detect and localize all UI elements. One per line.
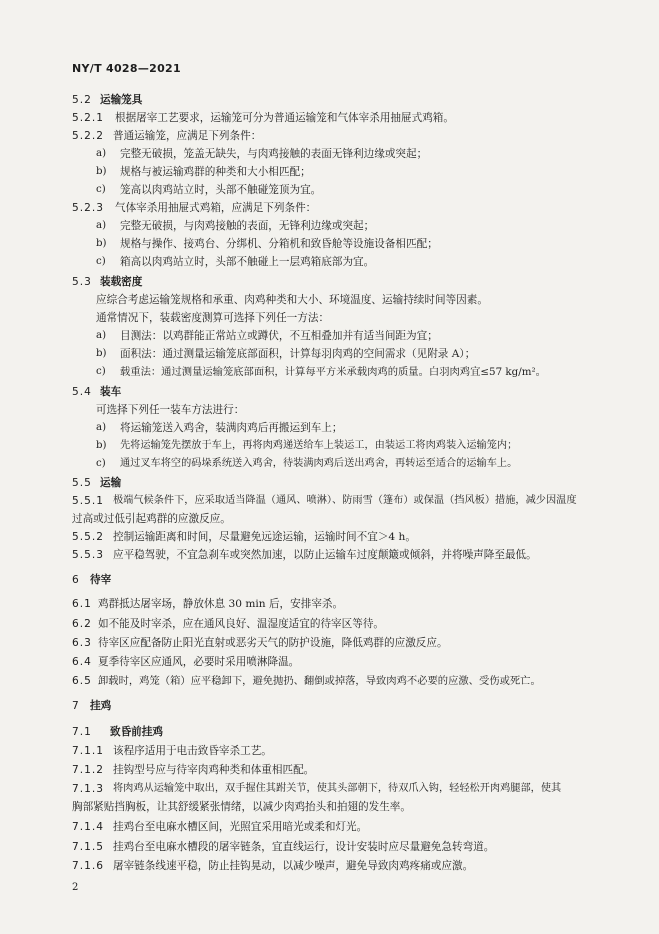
list-text: 载重法：通过测量运输笼底部面积，计算每平方米承载肉鸡的质量。白羽肉鸡宜≤57 kg/m²。 bbox=[120, 366, 546, 378]
list-marker: b) bbox=[96, 238, 107, 249]
section-number: 5.3 bbox=[72, 276, 92, 288]
list-text: 箱高以肉鸡站立时，头部不触碰上一层鸡箱底部为宜。 bbox=[120, 256, 375, 268]
list-item bbox=[0, 437, 659, 455]
section-heading bbox=[0, 383, 659, 401]
chapter-heading bbox=[0, 697, 659, 715]
clause-number: 5.2.1 bbox=[72, 112, 104, 124]
section-number: 5.5 bbox=[72, 477, 92, 489]
list-text: 规格与被运输鸡群的种类和大小相匹配； bbox=[120, 166, 311, 178]
list-item bbox=[0, 163, 659, 181]
clause bbox=[0, 634, 659, 652]
clause-text: 普通运输笼，应满足下列条件： bbox=[113, 130, 262, 142]
list-marker: b) bbox=[96, 166, 107, 177]
standard-number: NY/T 4028—2021 bbox=[72, 62, 181, 75]
clause bbox=[0, 528, 659, 546]
clause-text: 夏季待宰区应通风，必要时采用喷淋降温。 bbox=[98, 656, 300, 668]
list-item bbox=[0, 419, 659, 437]
section-title: 致昏前挂鸡 bbox=[110, 726, 163, 738]
list-marker: c) bbox=[96, 184, 106, 195]
list-marker: b) bbox=[96, 348, 107, 359]
list-text: 通过叉车将空的码垛系统送入鸡舍，待装满肉鸡后送出鸡舍，再转运至适合的运输车上。 bbox=[120, 458, 518, 469]
clause-number: 5.5.1 bbox=[72, 495, 104, 507]
clause bbox=[0, 818, 659, 836]
section-number: 5.2 bbox=[72, 94, 92, 106]
chapter-title: 挂鸡 bbox=[90, 700, 112, 712]
list-text: 面积法：通过测量运输笼底部面积，计算每羽肉鸡的空间需求（见附录 A）； bbox=[120, 348, 476, 360]
list-item bbox=[0, 363, 659, 381]
clause-number: 6.1 bbox=[72, 598, 92, 610]
section-title: 运输 bbox=[100, 477, 122, 489]
section-title: 运输笼具 bbox=[100, 94, 143, 106]
section-heading bbox=[0, 474, 659, 492]
clause bbox=[0, 857, 659, 875]
clause-text: 控制运输距离和时间，尽量避免远途运输，运输时间不宜＞4 h。 bbox=[113, 531, 416, 543]
clause bbox=[0, 199, 659, 217]
clause-number: 6.5 bbox=[72, 675, 92, 687]
list-item bbox=[0, 345, 659, 363]
list-text: 规格与操作、接鸡台、分绑机、分箱机和致昏舱等设施设备相匹配； bbox=[120, 238, 438, 250]
clause bbox=[0, 761, 659, 779]
clause-text: 挂鸡台至电麻水槽段的屠宰链条，宜直线运行，设计安装时应尽量避免急转弯道。 bbox=[113, 841, 495, 853]
list-marker: c) bbox=[96, 256, 106, 267]
section-number: 7.1 bbox=[72, 726, 92, 738]
clause bbox=[0, 595, 659, 613]
clause-continuation bbox=[0, 510, 659, 528]
clause-text: 鸡群抵达屠宰场，静放休息 30 min 后，安排宰杀。 bbox=[98, 598, 344, 610]
clause bbox=[0, 615, 659, 633]
clause-text: 屠宰链条线速平稳，防止挂钩晃动，以减少噪声，避免导致肉鸡疼痛或应激。 bbox=[113, 860, 474, 872]
section-heading bbox=[0, 273, 659, 291]
clause bbox=[0, 838, 659, 856]
chapter-title: 待宰 bbox=[90, 574, 112, 586]
clause-text: 该程序适用于电击致昏宰杀工艺。 bbox=[113, 745, 272, 757]
clause-text: 卸载时，鸡笼（箱）应平稳卸下，避免抛扔、翻倒或掉落，导致肉鸡不必要的应激、受伤或死亡。 bbox=[98, 675, 541, 687]
clause-text: 根据屠宰工艺要求，运输笼可分为普通运输笼和气体宰杀用抽屉式鸡箱。 bbox=[115, 112, 454, 124]
paragraph-text: 可选择下列任一装车方法进行： bbox=[96, 404, 245, 416]
clause-number: 6.3 bbox=[72, 637, 92, 649]
paragraph bbox=[0, 291, 659, 309]
section-heading bbox=[0, 91, 659, 109]
clause-text: 过高或过低引起鸡群的应激反应。 bbox=[72, 513, 231, 525]
clause bbox=[0, 492, 659, 510]
clause bbox=[0, 109, 659, 127]
list-text: 将运输笼送入鸡舍，装满肉鸡后再搬运到车上； bbox=[120, 422, 343, 434]
clause-number: 5.5.2 bbox=[72, 531, 104, 543]
list-marker: c) bbox=[96, 366, 106, 377]
clause-number: 7.1.3 bbox=[72, 783, 104, 795]
list-text: 先将运输笼先摆放于车上，再将肉鸡递送给车上装运工，由装运工将肉鸡装入运输笼内； bbox=[120, 440, 518, 451]
paragraph-text: 应综合考虑运输笼规格和承重、肉鸡种类和大小、环境温度、运输持续时间等因素。 bbox=[96, 294, 488, 306]
list-item bbox=[0, 253, 659, 271]
list-marker: b) bbox=[96, 440, 107, 451]
clause bbox=[0, 672, 659, 690]
clause bbox=[0, 546, 659, 564]
clause-text: 如不能及时宰杀，应在通风良好、温湿度适宜的待宰区等待。 bbox=[98, 618, 385, 630]
list-marker: c) bbox=[96, 458, 106, 469]
clause-number: 7.1.5 bbox=[72, 841, 104, 853]
clause-text: 挂鸡台至电麻水槽区间，光照宜采用暗光或柔和灯光。 bbox=[113, 821, 368, 833]
list-marker: a) bbox=[96, 148, 107, 159]
list-text: 完整无破损，笼盖无缺失，与肉鸡接触的表面无锋利边缘或突起； bbox=[120, 148, 428, 160]
clause-continuation bbox=[0, 798, 659, 816]
clause-number: 7.1.6 bbox=[72, 860, 104, 872]
clause-text: 将肉鸡从运输笼中取出，双手握住其跗关节，使其头部朝下，待双爪入钩，轻轻松开肉鸡腿部，使其 bbox=[113, 783, 562, 794]
clause-text: 极端气候条件下，应采取适当降温（通风、喷淋）、防雨雪（篷布）或保温（挡风板）措施，减少因温度 bbox=[113, 495, 577, 506]
clause-text: 胸部紧贴挡胸板，让其舒缓紧张情绪，以减少肉鸡抬头和拍翅的发生率。 bbox=[72, 801, 411, 813]
section-title: 装载密度 bbox=[100, 276, 143, 288]
list-marker: a) bbox=[96, 422, 107, 433]
page-number: 2 bbox=[72, 882, 79, 893]
section-title: 装车 bbox=[100, 386, 122, 398]
clause-number: 6.4 bbox=[72, 656, 92, 668]
clause-number: 5.2.2 bbox=[72, 130, 104, 142]
clause-number: 7.1.1 bbox=[72, 745, 104, 757]
list-item bbox=[0, 455, 659, 473]
chapter-number: 7 bbox=[72, 700, 80, 712]
list-text: 目测法：以鸡群能正常站立或蹲伏，不互相叠加并有适当间距为宜； bbox=[120, 330, 438, 342]
clause-text: 气体宰杀用抽屉式鸡箱，应满足下列条件： bbox=[115, 202, 317, 214]
paragraph bbox=[0, 309, 659, 327]
paragraph-text: 通常情况下，装载密度测算可选择下列任一方法： bbox=[96, 312, 330, 324]
section-number: 5.4 bbox=[72, 386, 92, 398]
clause bbox=[0, 742, 659, 760]
clause bbox=[0, 780, 659, 798]
clause-number: 6.2 bbox=[72, 618, 92, 630]
clause-text: 待宰区应配备防止阳光直射或恶劣天气的防护设施，降低鸡群的应激反应。 bbox=[98, 637, 448, 649]
clause-number: 5.5.3 bbox=[72, 549, 104, 561]
clause-number: 7.1.2 bbox=[72, 764, 104, 776]
list-item bbox=[0, 181, 659, 199]
list-item bbox=[0, 327, 659, 345]
clause-text: 挂钩型号应与待宰肉鸡种类和体重相匹配。 bbox=[113, 764, 315, 776]
section-heading bbox=[0, 723, 659, 741]
list-item bbox=[0, 217, 659, 235]
clause-number: 5.2.3 bbox=[72, 202, 104, 214]
list-item bbox=[0, 235, 659, 253]
paragraph bbox=[0, 401, 659, 419]
clause-number: 7.1.4 bbox=[72, 821, 104, 833]
list-text: 完整无破损，与肉鸡接触的表面，无锋利边缘或突起； bbox=[120, 220, 375, 232]
clause-text: 应平稳驾驶，不宜急刹车或突然加速，以防止运输车过度颠簸或倾斜，并将噪声降至最低。 bbox=[113, 549, 537, 561]
list-item bbox=[0, 145, 659, 163]
clause bbox=[0, 653, 659, 671]
chapter-number: 6 bbox=[72, 574, 80, 586]
chapter-heading bbox=[0, 571, 659, 589]
list-text: 笼高以肉鸡站立时，头部不触碰笼顶为宜。 bbox=[120, 184, 322, 196]
list-marker: a) bbox=[96, 330, 107, 341]
clause bbox=[0, 127, 659, 145]
list-marker: a) bbox=[96, 220, 107, 231]
